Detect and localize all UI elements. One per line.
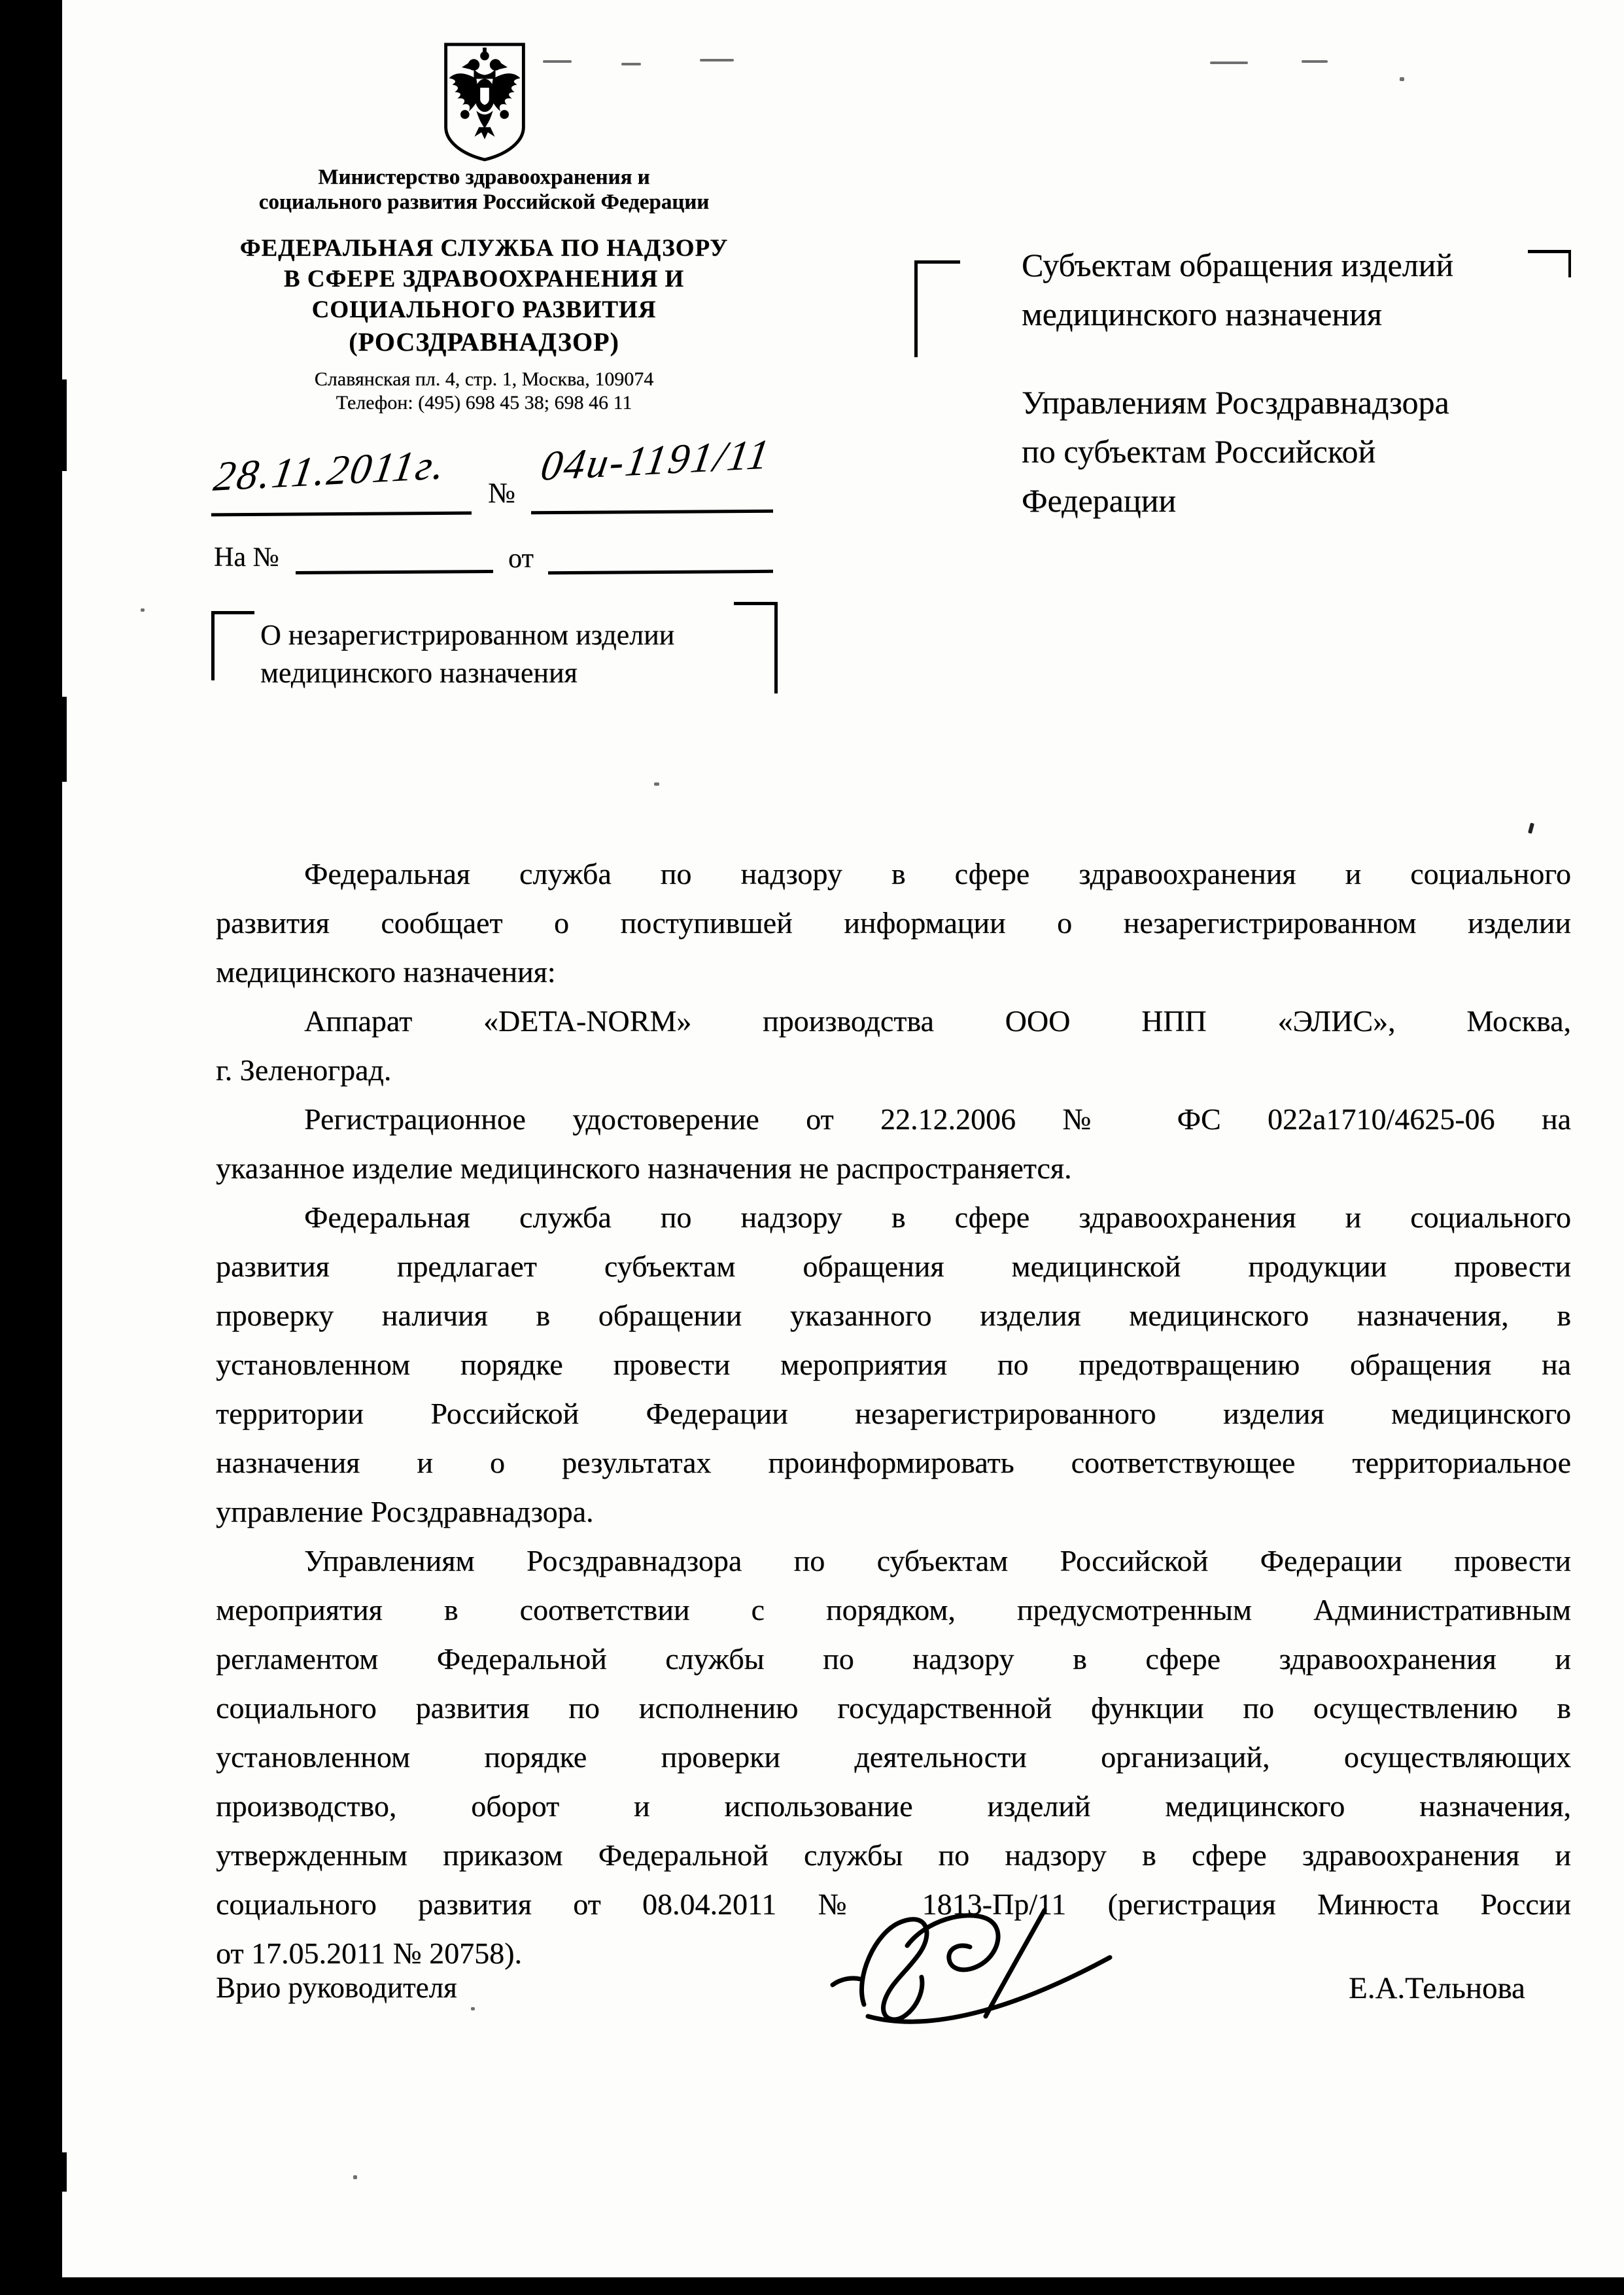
body-line: Аппарат «DETA-NORM» производства ООО НПП «ЭЛИС», Москва, xyxy=(304,1004,1571,1038)
body-line: территории Российской Федерации незарегистрированного изделия медицинского xyxy=(216,1397,1571,1430)
recipient-corner-mark-left xyxy=(914,260,918,357)
ministry-name-line1: Министерство здравоохранения и xyxy=(318,166,650,189)
body-line: управление Росздравнадзора. xyxy=(216,1495,594,1528)
scan-noise xyxy=(1400,77,1404,81)
reply-date-blank-line xyxy=(548,570,773,574)
letterhead xyxy=(196,165,772,414)
scan-noise xyxy=(1210,61,1248,64)
number-underline xyxy=(531,510,773,515)
reply-from-label: от xyxy=(508,544,534,574)
body-line: Регистрационное удостоверение от 22.12.2006 № ФС 022а1710/4625-06 на xyxy=(304,1102,1571,1136)
date-underline xyxy=(211,512,472,517)
scan-noise xyxy=(543,60,572,63)
recipient-corner-mark-right xyxy=(1568,250,1571,277)
body-line: г. Зеленоград. xyxy=(216,1053,392,1087)
coat-of-arms-emblem xyxy=(437,39,532,164)
letterhead-address: Славянская пл. 4, стр. 1, Москва, 109074 xyxy=(314,368,654,390)
recipient-corner-mark-right xyxy=(1528,250,1571,253)
recipient-line: по субъектам Российской xyxy=(1022,433,1376,470)
recipient-line: медицинского назначения xyxy=(1022,296,1382,332)
subject-corner-mark-right xyxy=(734,602,777,605)
subject-corner-mark-left xyxy=(211,611,215,680)
body-line: регламентом Федеральной службы по надзору в сфере здравоохранения и xyxy=(216,1642,1571,1675)
body-line: установленном порядке провести мероприятия по предотвращению обращения на xyxy=(216,1348,1571,1381)
body-line: мероприятия в соответствии с порядком, предусмотренным Административным xyxy=(216,1593,1571,1626)
scan-noise xyxy=(141,608,145,612)
body-line: Управлениям Росздравнадзора по субъектам Российской Федерации провести xyxy=(304,1544,1571,1577)
subject-corner-mark-left xyxy=(211,611,254,614)
subject-block xyxy=(260,616,674,692)
body-line: назначения и о результатах проинформировать соответствующее территориальное xyxy=(216,1446,1571,1479)
recipient-block-1 xyxy=(1022,241,1453,339)
recipient-line: Управлениям Росздравнадзора xyxy=(1022,384,1449,421)
recipient-block-2 xyxy=(1022,378,1449,525)
service-short-name: (РОСЗДРАВНАДЗОР) xyxy=(349,327,619,357)
body-line: установленном порядке проверки деятельности организаций, осуществляющих xyxy=(216,1740,1571,1774)
reply-to-label: На № xyxy=(214,542,279,572)
scan-edge-tick xyxy=(62,379,67,471)
scan-edge-tick xyxy=(62,2152,67,2192)
body-line: от 17.05.2011 № 20758). xyxy=(216,1936,522,1970)
subject-line: медицинского назначения xyxy=(260,657,578,689)
service-name-line1: ФЕДЕРАЛЬНАЯ СЛУЖБА ПО НАДЗОРУ xyxy=(239,235,729,262)
scan-edge-bar-bottom xyxy=(0,2277,1624,2295)
body-line: развития сообщает о поступившей информации о незарегистрированном изделии xyxy=(216,906,1571,939)
scan-noise xyxy=(700,59,734,61)
letterhead-phone: Телефон: (495) 698 45 38; 698 46 11 xyxy=(336,392,632,413)
signer-position-title: Врио руководителя xyxy=(216,1971,457,2004)
service-name-line2: В СФЕРЕ ЗДРАВООХРАНЕНИЯ И xyxy=(283,266,685,292)
double-headed-eagle-icon xyxy=(437,39,532,164)
body-line: Федеральная служба по надзору в сфере здравоохранения и социального xyxy=(304,857,1571,890)
scan-edge-bar-left xyxy=(0,0,62,2295)
body-line: производство, оборот и использование изделий медицинского назначения, xyxy=(216,1789,1571,1823)
body-line: указанное изделие медицинского назначения не распространяется. xyxy=(216,1151,1072,1185)
handwritten-signature xyxy=(827,1905,1115,2039)
outgoing-number-handwritten: 04и-1191/11 xyxy=(538,430,774,489)
body-line: Федеральная служба по надзору в сфере здравоохранения и социального xyxy=(304,1200,1571,1234)
scan-noise xyxy=(1302,60,1328,63)
scan-noise xyxy=(621,63,641,65)
recipient-line: Федерации xyxy=(1022,482,1177,519)
scan-noise xyxy=(1528,822,1534,833)
recipient-corner-mark-left xyxy=(914,260,960,264)
ministry-name-line2: социального развития Российской Федерации xyxy=(258,190,710,214)
body-line: социального развития по исполнению государственной функции по осуществлению в xyxy=(216,1691,1571,1725)
scan-noise xyxy=(471,2007,475,2010)
signer-name: Е.А.Тельнова xyxy=(1349,1971,1525,2005)
body-line: медицинского назначения: xyxy=(216,955,556,989)
body-line: развития предлагает субъектам обращения медицинской продукции провести xyxy=(216,1250,1571,1283)
outgoing-date-handwritten: 28.11.2011г. xyxy=(211,440,450,500)
letter-body xyxy=(216,849,1571,1978)
recipient-line: Субъектам обращения изделий xyxy=(1022,247,1454,283)
subject-line: О незарегистрированном изделии xyxy=(260,619,675,651)
scan-edge-tick xyxy=(62,697,67,782)
body-line: утвержденным приказом Федеральной службы по надзору в сфере здравоохранения и xyxy=(216,1838,1571,1872)
scan-noise xyxy=(654,782,659,786)
service-name-line3: СОЦИАЛЬНОГО РАЗВИТИЯ xyxy=(311,296,657,323)
body-line: социального развития от 08.04.2011 № 1813-Пр/11 (регистрация Минюста России xyxy=(216,1887,1571,1921)
body-line: проверку наличия в обращении указанного изделия медицинского назначения, в xyxy=(216,1299,1571,1332)
scan-noise xyxy=(353,2175,357,2179)
subject-corner-mark-right xyxy=(774,602,778,693)
signature-stroke-icon xyxy=(827,1905,1115,2039)
reply-number-blank-line xyxy=(296,570,493,574)
number-sign: № xyxy=(488,477,515,509)
